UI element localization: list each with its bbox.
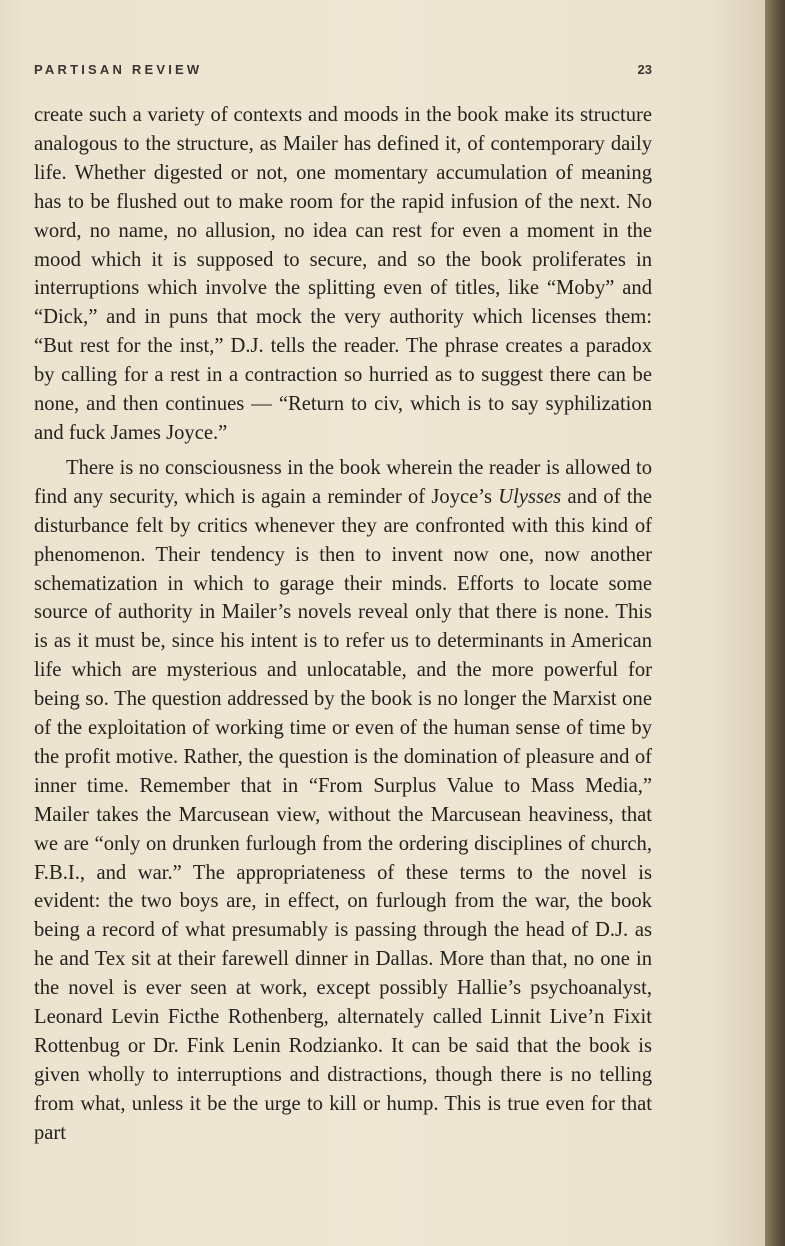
running-head: PARTISAN REVIEW	[34, 62, 203, 77]
page-number: 23	[637, 62, 652, 77]
page-header	[34, 62, 652, 82]
body-text	[34, 101, 652, 1148]
paragraph-2	[34, 454, 652, 1148]
paragraph-2-text-rest: and of the disturbance felt by critics whenever they are confronted with this kind of phenomenon. Their tendency is then to invent now one, now another schematization in which to garage their minds. Efforts to locate some source of authority in Mailer’s novels reveal only that there is none. This is as it must be, since his intent is to refer us to determinants in American life which are mysterious and unlocatable, and the more powerful for being so. The question addressed by the book is no longer the Marxist one of the exploitation of working time or even of the human sense of time by the profit motive. Rather, the question is the domination of pleasure and of inner time. Remember that in “From Surplus Value to Mass Media,” Mailer takes the Marcusean view, without the Marcusean heaviness, that we are “only on drunken furlough from the ordering disciplines of church, F.B.I., and war.” The appropriateness of these terms to the novel is evident: the two boys are, in effect, on furlough from the war, the book being a record of what presumably is passing through the head of D.J. as he and Tex sit at their farewell dinner in Dallas. More than that, no one in the novel is ever seen at work, except possibly Hallie’s psychoanalyst, Leonard Levin Ficthe Rothenberg, alternately called Linnit Live’n Fixit Rottenbug or Dr. Fink Lenin Rodzianko. It can be said that the book is given wholly to interruptions and distractions, though there is no telling from what, unless it be the urge to kill or hump. This is true even for that part	[34, 485, 652, 1144]
binding-gutter	[765, 0, 785, 1246]
paragraph-2-text-start: There is no consciousness in the book wherein the reader is allowed to find any security, which is again a reminder of Joyce’s	[34, 456, 652, 508]
book-title-ulysses: Ulysses	[498, 485, 562, 508]
paragraph-1: create such a variety of contexts and moods in the book make its structure analogous to the structure, as Mailer has defined it, of contemporary daily life. Whether digested or not, one momentary accumulation of meaning has to be flushed out to make room for the rapid infusion of the next. No word, no name, no allusion, no idea can rest for even a moment in the mood which it is supposed to secure, and so the book proliferates in interruptions which involve the splitting even of titles, like “Moby” and “Dick,” and in puns that mock the very authority which licenses them: “But rest for the inst,” D.J. tells the reader. The phrase creates a paradox by calling for a rest in a contraction so hurried as to suggest there can be none, and then continues — “Return to civ, which is to say syphilization and fuck James Joyce.”	[34, 104, 652, 444]
